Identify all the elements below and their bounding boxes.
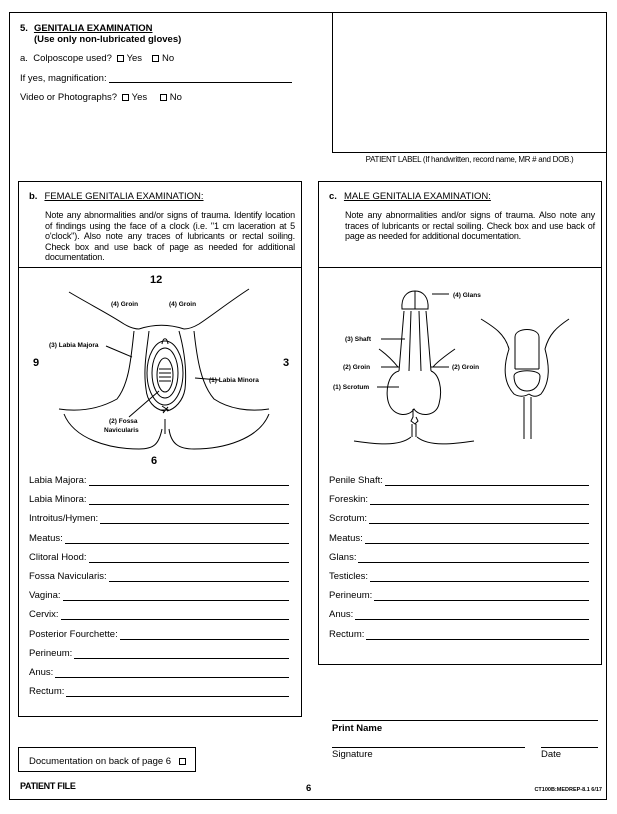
male-exam-title	[329, 191, 491, 202]
clock-12: 12	[150, 274, 163, 286]
female-field-row	[29, 475, 289, 486]
female-exam-header	[19, 182, 301, 268]
video-yes-checkbox[interactable]	[122, 94, 129, 101]
field-label: Anus:	[329, 609, 354, 621]
date-line[interactable]	[541, 747, 598, 748]
male-genitalia-diagram	[319, 269, 603, 459]
footer-patient-file: PATIENT FILE	[20, 781, 76, 791]
label-fossa: (2) Fossa	[109, 418, 138, 425]
male-exam-title-text: MALE GENITALIA EXAMINATION:	[343, 191, 491, 202]
field-input-line[interactable]	[366, 631, 589, 640]
label-groin-left: (2) Groin	[343, 364, 371, 371]
print-name-line[interactable]	[332, 720, 598, 721]
clock-6: 6	[151, 455, 158, 467]
clock-9: 9	[33, 357, 40, 369]
female-field-row	[29, 590, 289, 601]
rear-view-penis	[515, 330, 539, 370]
field-input-line[interactable]	[370, 573, 589, 582]
groin-line-left	[69, 292, 139, 329]
field-label: Rectum:	[29, 686, 65, 698]
thigh-right	[194, 331, 269, 410]
field-input-line[interactable]	[369, 515, 589, 524]
field-input-line[interactable]	[374, 592, 589, 601]
female-field-row	[29, 629, 289, 640]
date-label: Date	[541, 749, 562, 760]
field-label: Perineum:	[29, 647, 73, 659]
female-genitalia-diagram	[19, 269, 303, 469]
field-input-line[interactable]	[55, 669, 289, 678]
label-shaft: (3) Shaft	[345, 336, 371, 343]
video-no-label: No	[169, 92, 182, 103]
shaft	[399, 311, 431, 371]
female-field-row	[29, 533, 289, 544]
female-exam-panel	[18, 181, 302, 717]
colposcope-yes-checkbox[interactable]	[117, 55, 124, 62]
field-label: Fossa Navicularis:	[29, 571, 107, 582]
magnification-row	[20, 73, 292, 84]
male-field-row	[329, 533, 589, 544]
field-label: Foreskin:	[329, 494, 369, 506]
field-input-line[interactable]	[385, 477, 589, 486]
buttock-right	[169, 414, 269, 449]
magnification-input[interactable]	[109, 73, 292, 83]
colposcope-question: Colposcope used?	[33, 53, 112, 64]
label-labia-majora: (3) Labia Majora	[49, 342, 99, 349]
field-input-line[interactable]	[65, 535, 289, 544]
documentation-back-checkbox[interactable]	[179, 758, 186, 765]
field-label: Meatus:	[329, 532, 363, 544]
item-letter: a.	[20, 53, 28, 64]
patient-label-caption: PATIENT LABEL (If handwritten, record name, MR # and DOB.)	[365, 155, 574, 164]
field-label: Posterior Fourchette:	[29, 628, 118, 640]
clock-3: 3	[283, 357, 290, 369]
scrotum	[387, 371, 440, 414]
field-label: Rectum:	[329, 628, 365, 640]
field-input-line[interactable]	[89, 496, 289, 505]
video-row	[20, 92, 182, 103]
field-label: Clitoral Hood:	[29, 551, 87, 563]
female-exam-title	[29, 191, 204, 202]
female-exam-instructions: Note any abnormalities and/or signs of trauma. Identify location of findings using the face of a clock (i.e. "1 cm laceration at 5 o'clock"). Also note any traces of lubricants or rectal soiling. Check box and use back of page as needed for additional documentation.	[45, 210, 295, 262]
documentation-back-label: Documentation on back of page 6	[29, 756, 172, 767]
rear-view-thigh-right	[529, 319, 569, 396]
male-field-row	[329, 552, 589, 563]
field-input-line[interactable]	[89, 477, 289, 486]
field-label: Anus:	[29, 667, 54, 678]
field-label: Labia Minora:	[29, 494, 87, 506]
item-letter: b.	[29, 191, 38, 202]
field-label: Labia Majora:	[29, 475, 87, 486]
female-exam-title-text: FEMALE GENITALIA EXAMINATION:	[44, 191, 204, 202]
video-question: Video or Photographs?	[20, 92, 118, 103]
female-field-row	[29, 686, 289, 697]
colposcope-row	[20, 53, 174, 64]
male-field-row	[329, 475, 589, 486]
field-input-line[interactable]	[109, 573, 289, 582]
magnification-label: If yes, magnification:	[20, 73, 107, 84]
section-number: 5.	[20, 23, 28, 34]
field-input-line[interactable]	[89, 554, 289, 563]
female-field-row	[29, 609, 289, 620]
page-number: 6	[306, 783, 312, 794]
female-field-row	[29, 494, 289, 505]
colposcope-no-checkbox[interactable]	[152, 55, 159, 62]
label-groin-right: (4) Groin	[169, 301, 197, 308]
label-groin-left: (4) Groin	[111, 301, 139, 308]
male-field-row	[329, 629, 589, 640]
label-labia-minora: (1) Labia Minora	[209, 377, 259, 384]
field-label: Perineum:	[329, 590, 373, 602]
male-exam-panel	[318, 181, 602, 665]
male-field-row	[329, 609, 589, 620]
field-label: Introitus/Hymen:	[29, 513, 99, 525]
item-letter: c.	[329, 191, 337, 202]
section-title-text: GENITALIA EXAMINATION	[33, 23, 153, 34]
male-field-row	[329, 513, 589, 524]
female-field-row	[29, 667, 289, 678]
field-input-line[interactable]	[66, 688, 289, 697]
patient-label-box[interactable]	[332, 12, 607, 153]
video-no-checkbox[interactable]	[160, 94, 167, 101]
female-field-row	[29, 552, 289, 563]
signature-label: Signature	[332, 749, 373, 760]
male-exam-header	[319, 182, 601, 268]
field-input-line[interactable]	[61, 611, 289, 620]
groin-line-right	[184, 289, 249, 329]
signature-line[interactable]	[332, 747, 525, 748]
field-label: Glans:	[329, 551, 357, 563]
colposcope-yes-label: Yes	[126, 53, 143, 64]
section-title	[20, 23, 153, 34]
field-input-line[interactable]	[370, 496, 589, 505]
field-input-line[interactable]	[355, 611, 589, 620]
field-input-line[interactable]	[358, 554, 589, 563]
field-label: Cervix:	[29, 609, 59, 621]
female-field-row	[29, 513, 289, 524]
field-label: Scrotum:	[329, 513, 368, 525]
label-glans: (4) Glans	[453, 292, 481, 299]
male-field-row	[329, 590, 589, 601]
male-field-row	[329, 494, 589, 505]
label-navicularis: Navicularis	[104, 427, 139, 434]
field-input-line[interactable]	[120, 631, 289, 640]
female-field-row	[29, 648, 289, 659]
male-field-row	[329, 571, 589, 582]
documentation-back-box	[18, 747, 196, 772]
video-yes-label: Yes	[131, 92, 148, 103]
section-subtitle: (Use only non-lubricated gloves)	[34, 34, 182, 45]
field-label: Penile Shaft:	[329, 475, 383, 486]
label-groin-right: (2) Groin	[452, 364, 480, 371]
print-name-label: Print Name	[332, 723, 383, 734]
field-label: Testicles:	[329, 571, 369, 582]
colposcope-no-label: No	[161, 53, 175, 64]
label-scrotum: (1) Scrotum	[333, 384, 370, 391]
field-input-line[interactable]	[100, 515, 289, 524]
female-field-row	[29, 571, 289, 582]
field-input-line[interactable]	[365, 535, 589, 544]
field-input-line[interactable]	[63, 592, 289, 601]
male-exam-instructions: Note any abnormalities and/or signs of trauma. Also note any traces of lubricants or rectal soiling. Check box and use back of page as needed for additional documentation.	[345, 210, 595, 241]
field-label: Vagina:	[29, 590, 61, 602]
field-label: Meatus:	[29, 532, 63, 544]
field-input-line[interactable]	[74, 650, 289, 659]
form-code: CT100B:MEDREP-8.1 6/17	[534, 787, 602, 793]
